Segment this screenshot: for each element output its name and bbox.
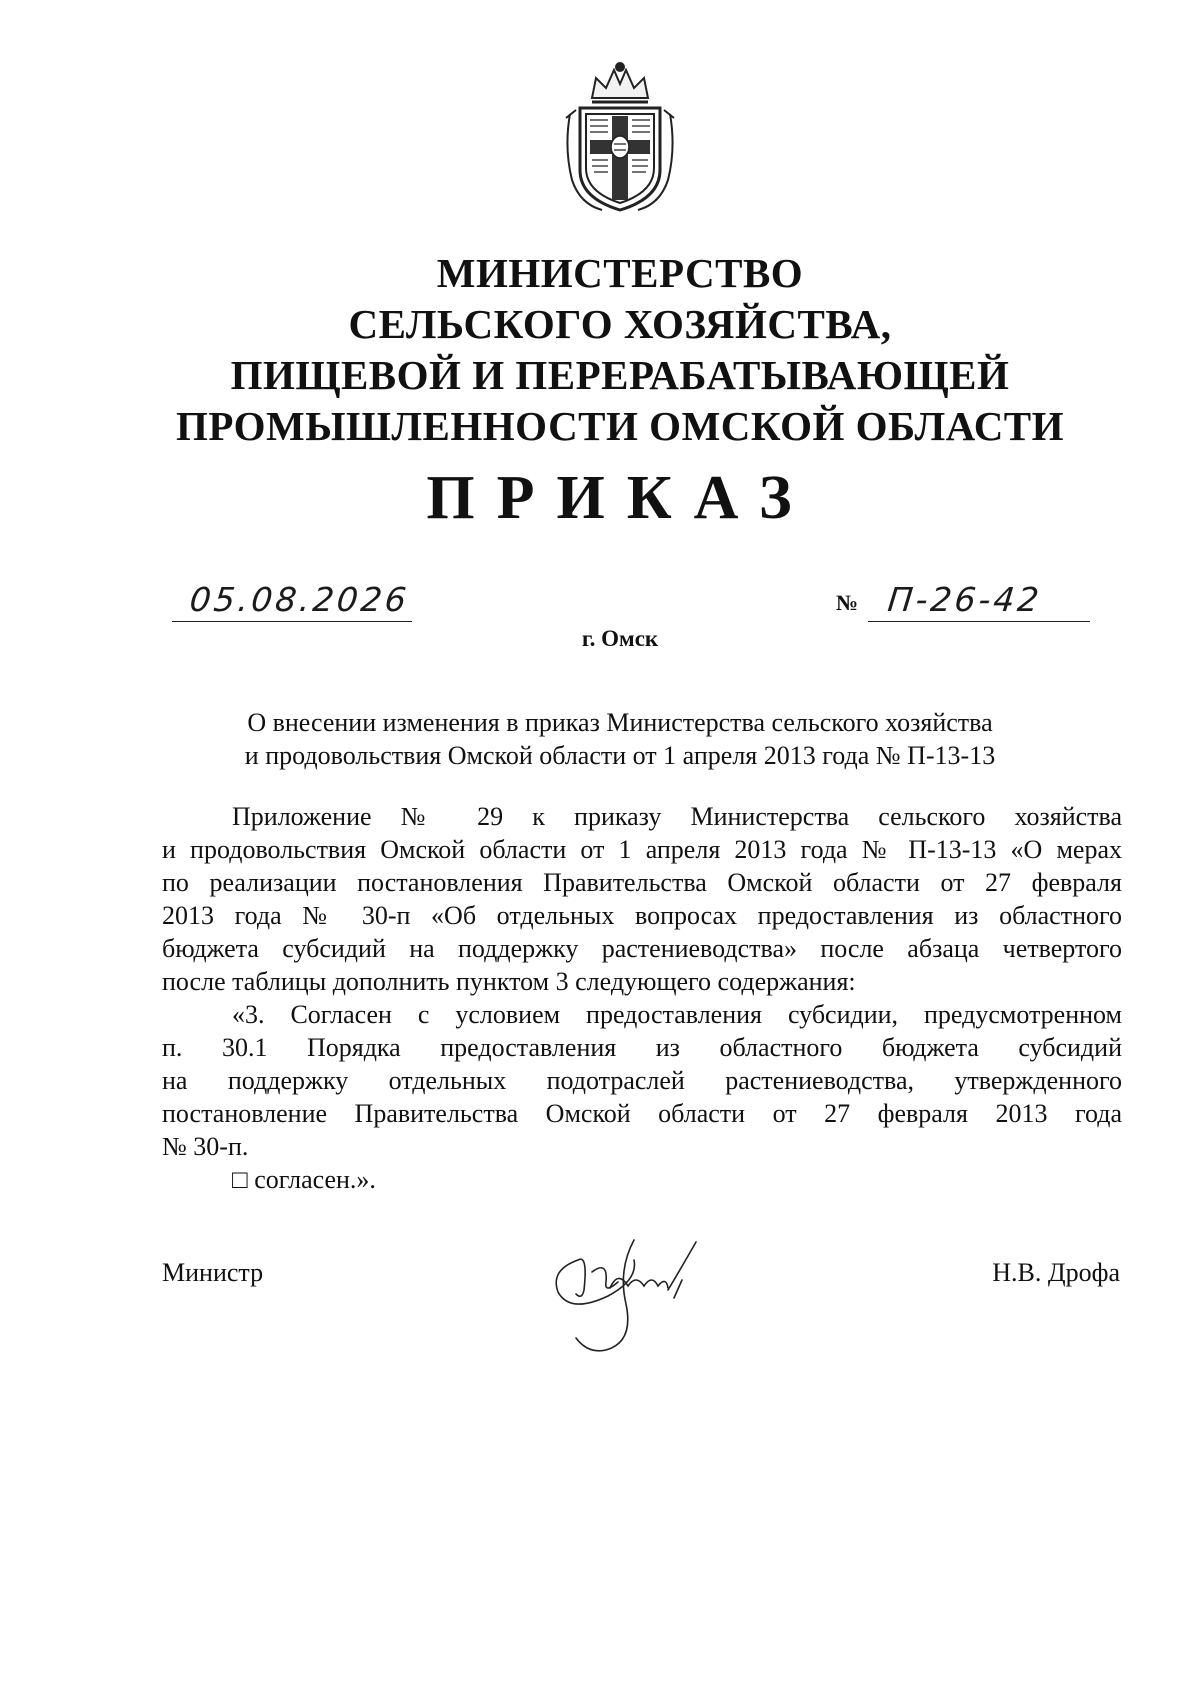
body-line: и продовольствия Омской области от 1 апреля 2013 года № П-13-13 «О мерах xyxy=(162,835,1122,864)
body-line: Приложение № 29 к приказу Министерства сельского хозяйства xyxy=(232,802,1122,831)
body-line: после таблицы дополнить пунктом 3 следующего содержания: xyxy=(162,967,856,996)
body-line: бюджета субсидий на поддержку растениеводства» после абзаца четвертого xyxy=(162,934,1122,963)
number-label: № xyxy=(836,590,859,615)
document-number: П-26-42 xyxy=(885,580,1044,619)
organization-line: ПИЩЕВОЙ И ПЕРЕРАБАТЫВАЮЩЕЙ xyxy=(230,352,1010,398)
body-line: п. 30.1 Порядка предоставления из областного бюджета субсидий xyxy=(162,1033,1122,1062)
organization-line: СЕЛЬСКОГО ХОЗЯЙСТВА, xyxy=(348,301,892,347)
document-date-field xyxy=(172,577,412,622)
document-body xyxy=(162,800,1122,1196)
body-line: постановление Правительства Омской области от 27 февраля 2013 года xyxy=(162,1099,1122,1128)
coat-of-arms-emblem xyxy=(562,58,678,216)
body-line: «3. Согласен с условием предоставления субсидии, предусмотренном xyxy=(232,1000,1122,1029)
body-line: по реализации постановления Правительства Омской области от 27 февраля xyxy=(162,868,1122,897)
organization-header xyxy=(150,248,1090,452)
document-title: ПРИКАЗ xyxy=(426,464,814,532)
organization-line: МИНИСТЕРСТВО xyxy=(436,250,804,296)
document-number-field xyxy=(868,577,1090,622)
subject-line: О внесении изменения в приказ Министерства сельского хозяйства xyxy=(247,708,993,737)
body-line: на поддержку отдельных подотраслей растениеводства, утвержденного xyxy=(162,1066,1122,1095)
document-date: 05.08.2026 xyxy=(187,580,412,619)
signatory-role: Министр xyxy=(162,1258,264,1287)
subject-line: и продовольствия Омской области от 1 апреля 2013 года № П-13-13 xyxy=(244,741,996,770)
body-line: № 30-п. xyxy=(162,1132,249,1161)
document-city: г. Омск xyxy=(581,626,659,651)
signatory-name: Н.В. Дрофа xyxy=(992,1258,1120,1287)
organization-line: ПРОМЫШЛЕННОСТИ ОМСКОЙ ОБЛАСТИ xyxy=(175,403,1065,449)
handwritten-signature xyxy=(548,1230,718,1355)
checkbox-line: □ согласен.». xyxy=(232,1165,376,1194)
body-line: 2013 года № 30-п «Об отдельных вопросах предоставления из областного xyxy=(162,901,1122,930)
document-subject xyxy=(150,706,1090,772)
